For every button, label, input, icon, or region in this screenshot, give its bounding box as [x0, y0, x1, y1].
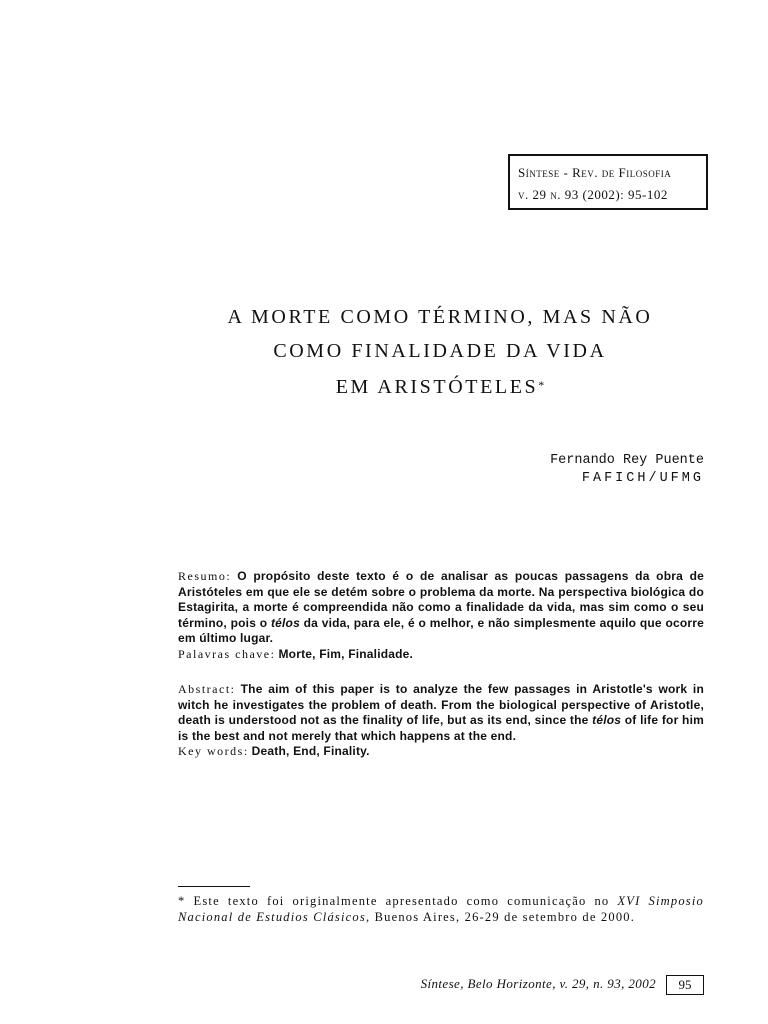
resumo-text: O propósito deste texto é o de analisar as poucas passagens da obra de Aristóteles em que ele se detém sobre o problema da morte. Na perspectiva biológica do Estagirita, a morte é compreendida não como a finalidade da vida, mas sim como o seu término, pois o télos da vida, para ele, é o melhor, e não simplesmente aquilo que ocorre em último lugar. — [178, 569, 705, 645]
journal-name: Síntese - Rev. de Filosofia — [518, 165, 672, 180]
author-affiliation: FAFICH/UFMG — [581, 471, 704, 486]
footnote-rule — [178, 886, 250, 887]
abstract-label: Abstract: — [178, 682, 236, 696]
resumo-section — [178, 569, 704, 662]
author-name: Fernando Rey Puente — [550, 453, 704, 468]
title-line-1: A MORTE COMO TÉRMINO, MAS NÃO — [227, 306, 653, 328]
footnote-marker: * — [178, 894, 186, 908]
title-line-2: COMO FINALIDADE DA VIDA — [273, 340, 607, 362]
footnote-event-name: XVI Simposio Nacional de Estudios Clásicos — [178, 894, 704, 924]
resumo-keywords: Palavras chave: Morte, Fim, Finalidade. — [178, 646, 414, 661]
abstract-keywords: Key words: Death, End, Finality. — [178, 744, 370, 758]
footnote: * Este texto foi originalmente apresentado como comunicação no XVI Simposio Nacional de Estudios Clásicos, Buenos Aires, 26-29 de setembro de 2000. — [178, 894, 704, 924]
journal-citation-box — [508, 154, 708, 210]
author-block — [550, 452, 704, 488]
running-footer: Síntese, Belo Horizonte, v. 29, n. 93, 2002 — [420, 976, 656, 991]
abstract-text: The aim of this paper is to analyze the few passages in Aristotle's work in witch he investigates the problem of death. From the biological perspective of Aristotle, death is understood not as the finality of life, but as its end, since the télos of life for him is the best and not merely that which happens at the end. — [178, 682, 704, 743]
resumo-label: Resumo: — [178, 569, 232, 583]
title-footnote-marker[interactable]: * — [538, 378, 545, 392]
page-number: 95 — [666, 975, 704, 995]
title-line-3: EM ARISTÓTELES* — [335, 376, 545, 398]
abstract-section — [178, 682, 704, 760]
article-title — [100, 300, 768, 404]
journal-volume-info: v. 29 n. 93 (2002): 95-102 — [518, 187, 668, 202]
